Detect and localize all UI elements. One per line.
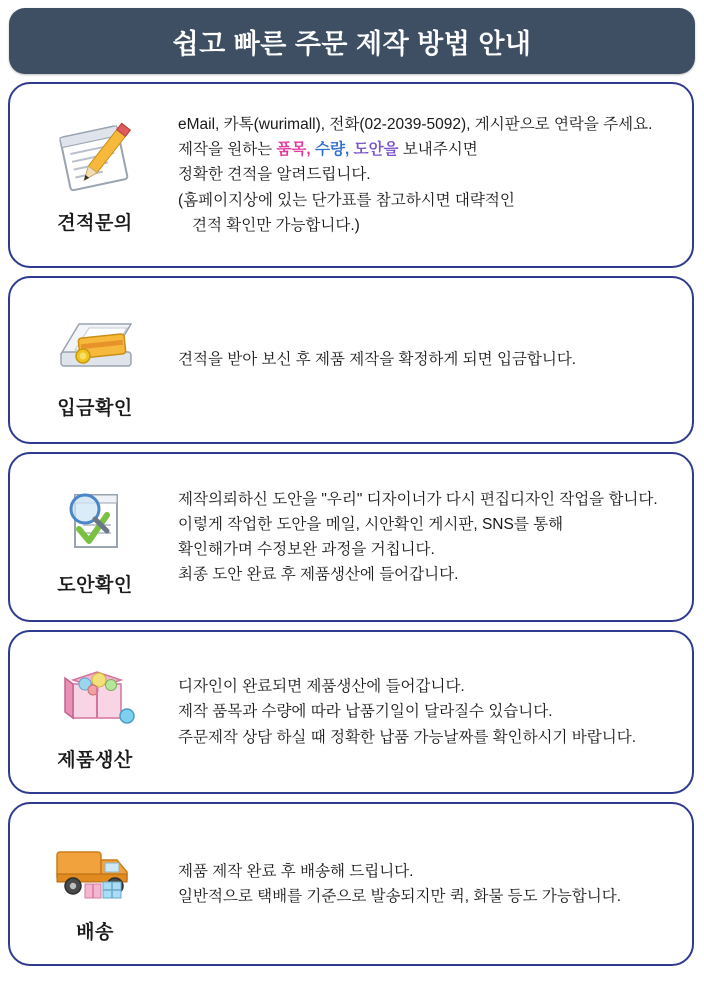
step-3-body bbox=[174, 487, 682, 587]
step-5-icon-area bbox=[16, 810, 174, 958]
step-2-line-1: 견적을 받아 보신 후 제품 제작을 확정하게 되면 입금합니다. bbox=[178, 351, 577, 369]
highlight-quantity: 수량, bbox=[315, 141, 350, 159]
step-card-4 bbox=[8, 630, 694, 794]
magnifier-document-icon bbox=[43, 478, 147, 564]
step-4-icon-area bbox=[16, 638, 174, 786]
step-card-2 bbox=[8, 276, 694, 444]
step-5-line-2: 일반적으로 택배를 기준으로 발송되지만 퀵, 화물 등도 가능합니다. bbox=[178, 888, 622, 905]
step-card-3 bbox=[8, 452, 694, 622]
step-3-line-3: 확인해가며 수정보완 과정을 거칩니다. bbox=[178, 541, 435, 558]
step-1-body bbox=[174, 112, 682, 238]
step-3-line-1: 제작의뢰하신 도안을 "우리" 디자이너가 다시 편집디자인 작업을 합니다. bbox=[178, 490, 658, 508]
highlight-item: 품목, bbox=[276, 141, 311, 159]
page-title: 쉽고 빠른 주문 제작 방법 안내 bbox=[172, 28, 532, 59]
step-4-body bbox=[174, 674, 682, 749]
step-5-line-1: 제품 제작 완료 후 배송해 드립니다. bbox=[178, 862, 414, 880]
step-1-line-3: 정확한 견적을 알려드립니다. bbox=[178, 166, 371, 184]
step-3-line-2: 이렇게 작업한 도안을 메일, 시안확인 게시판, SNS를 통해 bbox=[178, 515, 564, 533]
step-3-line-4: 최종 도안 완료 후 제품생산에 들어갑니다. bbox=[178, 566, 459, 584]
step-1-line-5: 견적 확인만 가능합니다.) bbox=[192, 216, 360, 234]
step-card-5 bbox=[8, 802, 694, 966]
highlight-design: 도안을 bbox=[353, 141, 399, 159]
step-2-icon-area bbox=[16, 284, 174, 436]
step-1-icon-area bbox=[16, 90, 174, 260]
step-card-1 bbox=[8, 82, 694, 268]
delivery-truck-icon bbox=[43, 825, 147, 911]
step-1-label: 견적문의 bbox=[57, 212, 133, 234]
page-header-banner bbox=[9, 8, 695, 74]
step-1-line-4: (홈페이지상에 있는 단가표를 참고하시면 대략적인 bbox=[178, 191, 515, 209]
step-3-label: 도안확인 bbox=[57, 574, 133, 596]
pencil-document-icon bbox=[43, 116, 147, 202]
step-4-line-1: 디자인이 완료되면 제품생산에 들어갑니다. bbox=[178, 678, 465, 696]
step-3-icon-area bbox=[16, 460, 174, 614]
step-5-body bbox=[174, 859, 682, 909]
step-2-body bbox=[174, 347, 682, 372]
gift-box-icon bbox=[43, 653, 147, 739]
step-4-line-2: 제작 품목과 수량에 따라 납품기일이 달라질수 있습니다. bbox=[178, 703, 553, 721]
step-4-label: 제품생산 bbox=[57, 749, 133, 771]
step-2-label: 입금확인 bbox=[57, 397, 133, 419]
wallet-card-icon bbox=[43, 301, 147, 387]
step-1-line-1: eMail, 카톡(wurimall), 전화(02-2039-5092), 게시판으로 연락을 주세요. bbox=[178, 116, 653, 134]
steps-list bbox=[8, 82, 696, 966]
step-4-line-3: 주문제작 상담 하실 때 정확한 납품 가능날짜를 확인하시기 바랍니다. bbox=[178, 728, 637, 746]
step-5-label: 배송 bbox=[76, 921, 114, 943]
step-1-line-2: 제작을 원하는 품목, 수량, 도안을 보내주시면 bbox=[178, 141, 478, 159]
